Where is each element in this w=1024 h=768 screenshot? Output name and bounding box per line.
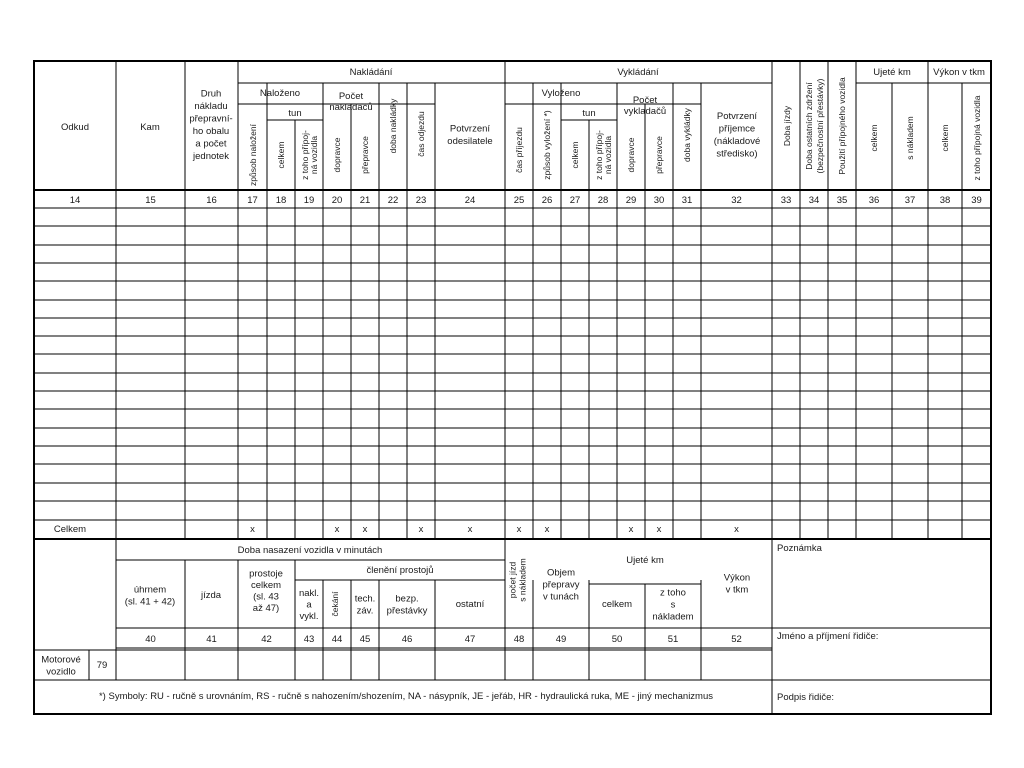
header-ujete-km: Ujeté km [873, 67, 911, 78]
tech-zav: tech. [354, 593, 376, 605]
header-prepravce-vyl: přepravce [654, 136, 664, 174]
ostatni: ostatní [455, 599, 485, 610]
z-toho-s-nakladem: z toho [660, 587, 686, 599]
header-cas-odjezdu: čas odjezdu [416, 111, 426, 157]
header-potvrzeni-odesilatele: Potvrzení [449, 123, 491, 135]
header-z-toho-pripoj: z toho přípoj- [300, 130, 310, 180]
header-cas-prijezdu: čas příjezdu [514, 127, 524, 173]
bottom-column-number: 52 [731, 634, 742, 645]
column-number: 24 [464, 195, 476, 206]
column-number: 26 [541, 195, 553, 206]
totals-mark: x [734, 524, 739, 535]
form-border [34, 61, 991, 714]
footnote: *) Symboly: RU - ručně s urovnáním, RS - ručně s nahozením/shozením, NA - násypník, JE - jeřáb, HR - hydraulická ruka, ME - jiný mechanizmus [98, 691, 714, 702]
prostoje: celkem [250, 579, 282, 591]
column-number: 19 [303, 195, 315, 206]
column-number: 33 [780, 195, 792, 206]
column-number: 39 [971, 195, 982, 206]
prostoje: (sl. 43 [253, 591, 279, 603]
column-number: 34 [808, 195, 820, 206]
bottom-column-number: 46 [401, 634, 413, 645]
objem: Objem [547, 567, 575, 579]
header-zpusob-nalozeni: způsob naložení [248, 124, 258, 186]
header-pocet-vykladacu: Počet [632, 95, 658, 106]
prostoje: prostoje [249, 568, 283, 580]
column-number: 32 [731, 195, 742, 206]
poznamka: Poznámka [777, 543, 822, 554]
totals-mark: x [628, 524, 634, 535]
header-druh: Druh [200, 88, 222, 100]
cekani: čekání [330, 591, 340, 617]
totals-mark: x [516, 524, 522, 535]
column-number: 29 [625, 195, 637, 206]
bezp-prestavky: bezp. [395, 593, 419, 605]
bottom-column-number: 47 [464, 634, 476, 645]
header-potvrzeni-prijemce: středisko) [716, 148, 758, 160]
bottom-column-number: 43 [303, 634, 315, 645]
header-doba-jizdy: Doba jízdy [782, 105, 792, 147]
pocet-jizd: počet jízd [507, 561, 518, 599]
form-grid [34, 61, 991, 714]
celkem-dole: celkem [601, 599, 633, 610]
prostoje: až 47) [252, 602, 280, 614]
totals-mark: x [656, 524, 662, 535]
totals-mark: x [544, 524, 550, 535]
header-dopravce-nak: dopravce [332, 137, 342, 173]
header-z-toho-pripoj-vyl: ná vozidla [603, 135, 613, 175]
column-number: 28 [597, 195, 609, 206]
header-vylozeno: Vyloženo [541, 88, 581, 99]
column-number: 37 [904, 195, 916, 206]
column-number: 15 [145, 195, 156, 206]
bottom-column-number: 45 [359, 634, 371, 645]
bottom-column-number: 44 [331, 634, 343, 645]
header-doba-ostatnich: Doba ostatních zdržení [804, 82, 814, 170]
header-odkud: Odkud [61, 122, 89, 133]
jmeno-ridice: Jméno a příjmení řidiče: [777, 631, 879, 642]
totals-mark: x [418, 524, 424, 535]
header-prepravce-nak: přepravce [360, 136, 370, 174]
header-druh: a počet [195, 138, 227, 150]
bottom-column-number: 42 [261, 634, 272, 645]
header-potvrzeni-prijemce: příjemce [718, 123, 756, 135]
column-number: 14 [69, 195, 81, 206]
header-nakladani: Nakládání [349, 67, 393, 78]
uhrnem: úhrnem [133, 584, 167, 596]
column-number: 18 [275, 195, 287, 206]
header-doba-vykladky: doba vykládky [682, 108, 692, 162]
totals-mark: x [362, 524, 368, 535]
podpis-ridice: Podpis řidiče: [777, 692, 835, 703]
column-number: 31 [681, 195, 693, 206]
form-labels [41, 67, 985, 703]
nakl-vykl: a [306, 599, 312, 611]
motorove-cislo: 79 [96, 660, 108, 671]
column-number: 38 [939, 195, 951, 206]
header-celkem-km: celkem [869, 124, 879, 152]
bottom-column-number: 51 [667, 634, 679, 645]
z-toho-s-nakladem: nákladem [652, 611, 694, 623]
totals-mark: x [250, 524, 255, 535]
totals-mark: x [334, 524, 340, 535]
header-potvrzeni-odesilatele: odesilatele [447, 135, 493, 147]
header-z-toho-pripoj-vyl: z toho přípoj- [594, 130, 604, 180]
header-celkem-tkm: celkem [940, 124, 950, 152]
header-doba-ostatnich: (bezpečnostní přestávky) [815, 78, 825, 174]
vykon-dole: v tkm [725, 584, 749, 596]
bottom-column-number: 48 [513, 634, 525, 645]
header-s-nakladem: s nákladem [905, 116, 915, 160]
motorove-vozidlo: vozidlo [46, 666, 76, 678]
objem: v tunách [543, 591, 579, 603]
doba-nasazeni: Doba nasazení vozidla v minutách [237, 545, 383, 556]
header-vykladani: Vykládání [617, 67, 659, 78]
header-tun-vyl: tun [582, 108, 596, 119]
header-celkem-naloz: celkem [276, 141, 286, 169]
header-druh: jednotek [193, 150, 229, 162]
ujete-km-dole: Ujeté km [626, 555, 664, 566]
cleneni-prostoju: členění prostojů [366, 565, 434, 576]
bottom-column-number: 50 [611, 634, 623, 645]
header-druh: ho obalu [192, 125, 230, 137]
header-zpusob-vylozeni: způsob vyložení *) [542, 110, 552, 180]
header-druh: nákladu [194, 100, 228, 112]
column-number: 36 [868, 195, 880, 206]
bottom-column-number: 40 [145, 634, 156, 645]
header-pocet-nakladacu: nakladačů [329, 102, 373, 113]
bottom-column-number: 49 [555, 634, 567, 645]
header-z-toho-pripoj: ná vozidla [309, 135, 319, 175]
motorove-vozidlo: Motorové [41, 654, 81, 666]
header-kam: Kam [140, 122, 160, 133]
header-vykon-tkm: Výkon v tkm [933, 67, 985, 78]
column-number: 35 [836, 195, 848, 206]
column-number: 20 [331, 195, 343, 206]
header-pouziti-pripojneho: Použití přípojného vozidla [837, 77, 847, 175]
nakl-vykl: vykl. [299, 611, 319, 622]
objem: přepravy [542, 579, 580, 591]
column-number: 23 [415, 195, 427, 206]
vykon-dole: Výkon [723, 572, 751, 584]
bottom-column-number: 41 [206, 634, 217, 645]
bezp-prestavky: přestávky [386, 605, 428, 617]
header-pocet-vykladacu: vykladačů [623, 106, 667, 117]
column-number: 16 [206, 195, 217, 206]
column-number: 17 [247, 195, 258, 206]
header-druh: přepravní- [189, 113, 233, 125]
column-number: 27 [569, 195, 581, 206]
column-number: 25 [513, 195, 525, 206]
totals-label: Celkem [53, 524, 87, 535]
header-celkem-vyl: celkem [570, 141, 580, 169]
tech-zav: záv. [356, 605, 374, 617]
column-number: 30 [653, 195, 665, 206]
header-doba-nakladky: doba nakládky [388, 98, 398, 154]
nakl-vykl: nakl. [298, 588, 320, 599]
header-potvrzeni-prijemce: (nákladové [713, 135, 761, 147]
column-number: 21 [359, 195, 371, 206]
pocet-jizd: s nákladem [517, 558, 528, 602]
uhrnem: (sl. 41 + 42) [124, 596, 176, 608]
column-number: 22 [387, 195, 399, 206]
totals-mark: x [467, 524, 473, 535]
header-potvrzeni-prijemce: Potvrzení [716, 110, 758, 122]
jizda: jízda [200, 590, 222, 601]
header-dopravce-vyl: dopravce [626, 137, 636, 173]
z-toho-s-nakladem: s [670, 599, 676, 611]
header-z-toho-pripojna: z toho přípojná vozidla [972, 95, 982, 181]
header-nalozeno: Naloženo [259, 88, 301, 99]
header-tun: tun [288, 108, 302, 119]
header-pocet-nakladacu: Počet [338, 91, 364, 102]
